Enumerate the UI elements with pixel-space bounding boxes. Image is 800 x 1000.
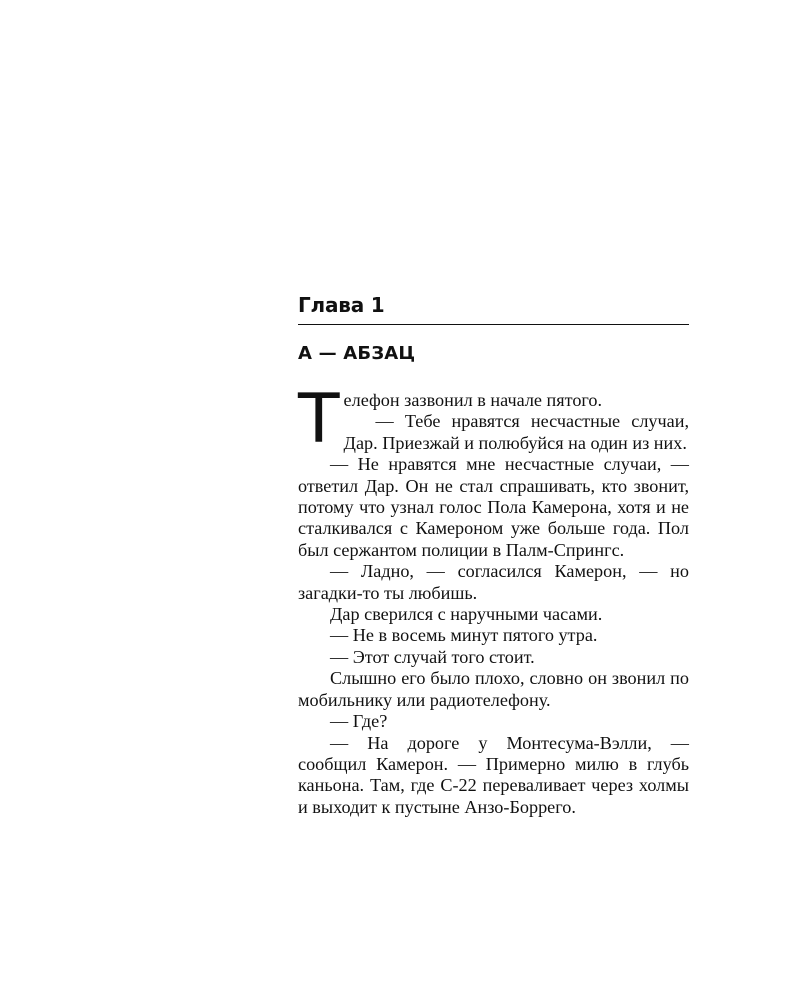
paragraph: — Тебе нравятся несчастные случаи, Дар. Приезжай и полюбуйся на один из них. — [343, 411, 689, 453]
paragraph-text: елефон зазвонил в начале пятого. — [343, 390, 603, 410]
chapter-body — [298, 380, 689, 818]
chapter-rule — [298, 324, 689, 325]
paragraph: — Не в восемь минут пятого утра. — [330, 625, 598, 646]
chapter-heading: Глава 1 — [298, 293, 385, 317]
paragraph: Слышно его было плохо, словно он звонил по мобильнику или радиотелефону. — [298, 668, 689, 710]
paragraph: — Этот случай того стоит. — [330, 646, 535, 667]
paragraph: — Ладно, — согласился Камерон, — но загадки-то ты любишь. — [298, 561, 689, 603]
drop-cap: Т — [298, 380, 340, 459]
paragraph: — На дороге у Монтесума-Вэлли, — сообщил Камерон. — Примерно милю в глубь каньона. Там, где С-22 переваливает через холмы и выходит к пустыне Анзо-Боррего. — [298, 732, 689, 817]
paragraph: — Не нравятся мне несчастные случаи, — ответил Дар. Он не стал спрашивать, кто звонит, потому что узнал голос Пола Камерона, хотя и не сталкивался с Камероном уже больше года. Пол был сержантом полиции в Палм-Спрингс. — [298, 454, 689, 560]
paragraph: — Где? — [330, 711, 388, 732]
chapter-title: А — АБЗАЦ — [298, 343, 416, 364]
paragraph: Дар сверился с наручными часами. — [330, 604, 603, 625]
